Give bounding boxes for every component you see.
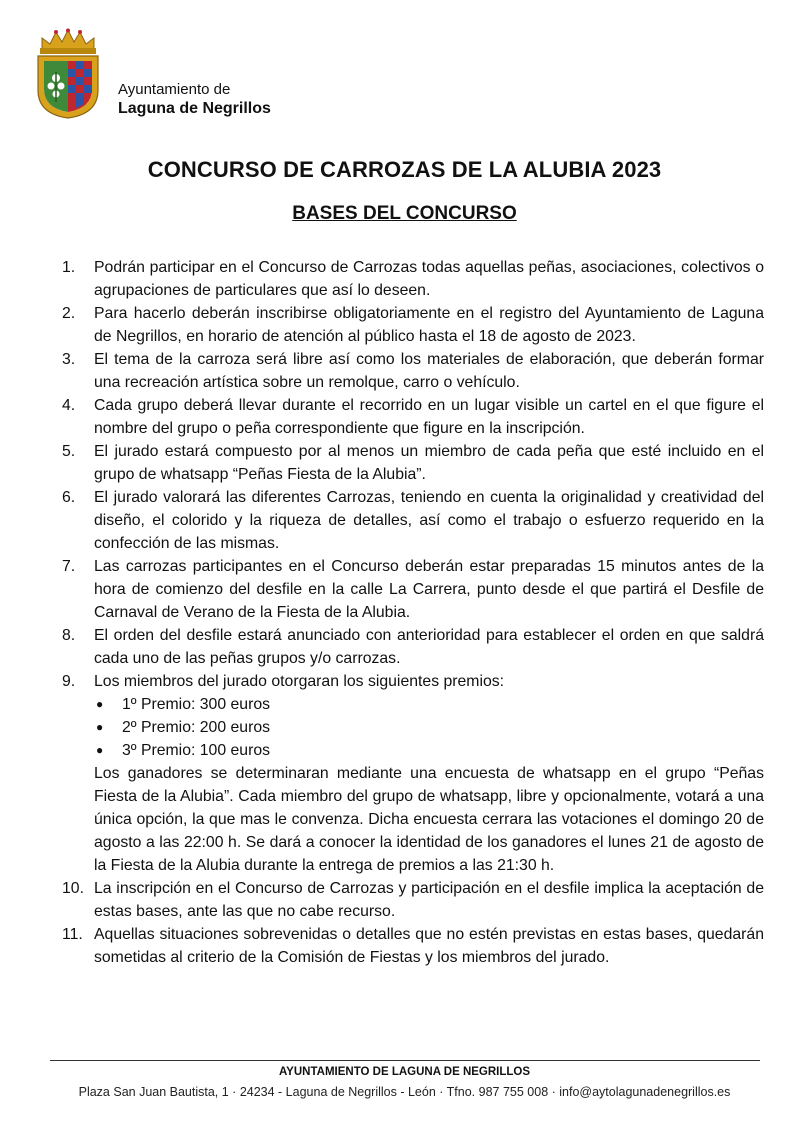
rule-number: 4. bbox=[62, 397, 76, 414]
bullet-icon: ● bbox=[96, 720, 104, 734]
rule-number: 10. bbox=[62, 880, 84, 897]
footer-organization: AYUNTAMIENTO DE LAGUNA DE NEGRILLOS bbox=[278, 1066, 531, 1078]
rule-text: Cada grupo deberá llevar durante el recorrido en un lugar visible un cartel en el que figure el nombre del grupo o peña correspondiente que figure en la inscripción. bbox=[94, 397, 764, 437]
rule-text: El orden del desfile estará anunciado con anterioridad para establecer el orden en que saldrá cada uno de las peñas grupos y/o carrozas. bbox=[94, 627, 764, 667]
prize-item bbox=[94, 716, 764, 739]
rule-text: La inscripción en el Concurso de Carrozas y participación en el desfile implica la aceptación de estas bases, ante las que no cabe recurso. bbox=[94, 880, 764, 920]
prize-list bbox=[94, 693, 764, 762]
footer-address: Plaza San Juan Bautista, 1 · 24234 - Laguna de Negrillos - León · Tfno. 987 755 008 · info@aytolagunadenegrillos.es bbox=[78, 1085, 731, 1099]
rule-item bbox=[62, 486, 764, 555]
rule-number: 3. bbox=[62, 351, 76, 368]
rule-text: Los miembros del jurado otorgaran los siguientes premios: bbox=[94, 673, 505, 690]
prize-text: 3º Premio: 100 euros bbox=[122, 742, 271, 759]
rule9-note: Los ganadores se determinaran mediante una encuesta de whatsapp en el grupo “Peñas Fiesta de la Alubia”. Cada miembro del grupo de whatsapp, libre y opcionalmente, votará a una única opción, la que mas le convenza. Dicha encuesta cerrara las votaciones el domingo 20 de agosto a las 22:00 h. Se dará a conocer la identidad de los ganadores el lunes 21 de agosto de la Fiesta de la Alubia durante la entrega de premios a las 21:30 h. bbox=[94, 765, 764, 874]
rule-item bbox=[62, 440, 764, 486]
rule-number: 6. bbox=[62, 489, 76, 506]
rule-item bbox=[62, 302, 764, 348]
rule-text: Podrán participar en el Concurso de Carrozas todas aquellas peñas, asociaciones, colectivos o agrupaciones de particulares que así lo deseen. bbox=[94, 259, 764, 299]
organization-name bbox=[118, 80, 271, 118]
rule-number: 1. bbox=[62, 259, 76, 276]
rule-item-prizes bbox=[62, 670, 764, 877]
letterhead bbox=[34, 28, 434, 120]
rule-item bbox=[62, 624, 764, 670]
rule-text: Las carrozas participantes en el Concurso deberán estar preparadas 15 minutos antes de la hora de comienzo del desfile en la calle La Carrera, punto desde el que partirá el Desfile de Carnaval de Verano de la Fiesta de la Alubia. bbox=[94, 558, 764, 621]
rule-text: El jurado valorará las diferentes Carrozas, teniendo en cuenta la originalidad y creatividad del diseño, el colorido y la riqueza de detalles, así como el trabajo o esfuerzo requerido en la confección de las mismas. bbox=[94, 489, 764, 552]
rule-number: 2. bbox=[62, 305, 76, 322]
rule-item bbox=[62, 394, 764, 440]
rule-item bbox=[62, 256, 764, 302]
prize-item bbox=[94, 739, 764, 762]
bullet-icon: ● bbox=[96, 697, 104, 711]
rule-number: 7. bbox=[62, 558, 76, 575]
rule-number: 8. bbox=[62, 627, 76, 644]
document-title: CONCURSO DE CARROZAS DE LA ALUBIA 2023 bbox=[147, 157, 662, 182]
rule-text: Aquellas situaciones sobrevenidas o detalles que no estén previstas en estas bases, quedarán sometidas al criterio de la Comisión de Fiestas y los miembros del jurado. bbox=[94, 926, 764, 966]
rule-item bbox=[62, 555, 764, 624]
prize-item bbox=[94, 693, 764, 716]
prize-text: 1º Premio: 300 euros bbox=[122, 696, 271, 713]
rule-text: Para hacerlo deberán inscribirse obligatoriamente en el registro del Ayuntamiento de Laguna de Negrillos, en horario de atención al público hasta el 18 de agosto de 2023. bbox=[94, 305, 764, 345]
coat-of-arms-icon bbox=[34, 28, 102, 120]
organization-line1: Ayuntamiento de bbox=[118, 81, 231, 98]
organization-line2: Laguna de Negrillos bbox=[118, 100, 271, 117]
footer-divider bbox=[50, 1060, 760, 1061]
rule-number: 5. bbox=[62, 443, 76, 460]
prize-text: 2º Premio: 200 euros bbox=[122, 719, 271, 736]
rule-number: 9. bbox=[62, 673, 76, 690]
document-subtitle: BASES DEL CONCURSO bbox=[292, 203, 517, 224]
rule-item bbox=[62, 923, 764, 969]
rule-item bbox=[62, 348, 764, 394]
rule-text: El jurado estará compuesto por al menos un miembro de cada peña que esté incluido en el grupo de whatsapp “Peñas Fiesta de la Alubia”. bbox=[94, 443, 764, 483]
rule-number: 11. bbox=[62, 926, 83, 943]
rule-item bbox=[62, 877, 764, 923]
bullet-icon: ● bbox=[96, 743, 104, 757]
rules-list bbox=[62, 256, 764, 969]
rule-text: El tema de la carroza será libre así como los materiales de elaboración, que deberán formar una recreación artística sobre un remolque, carro o vehículo. bbox=[94, 351, 764, 391]
